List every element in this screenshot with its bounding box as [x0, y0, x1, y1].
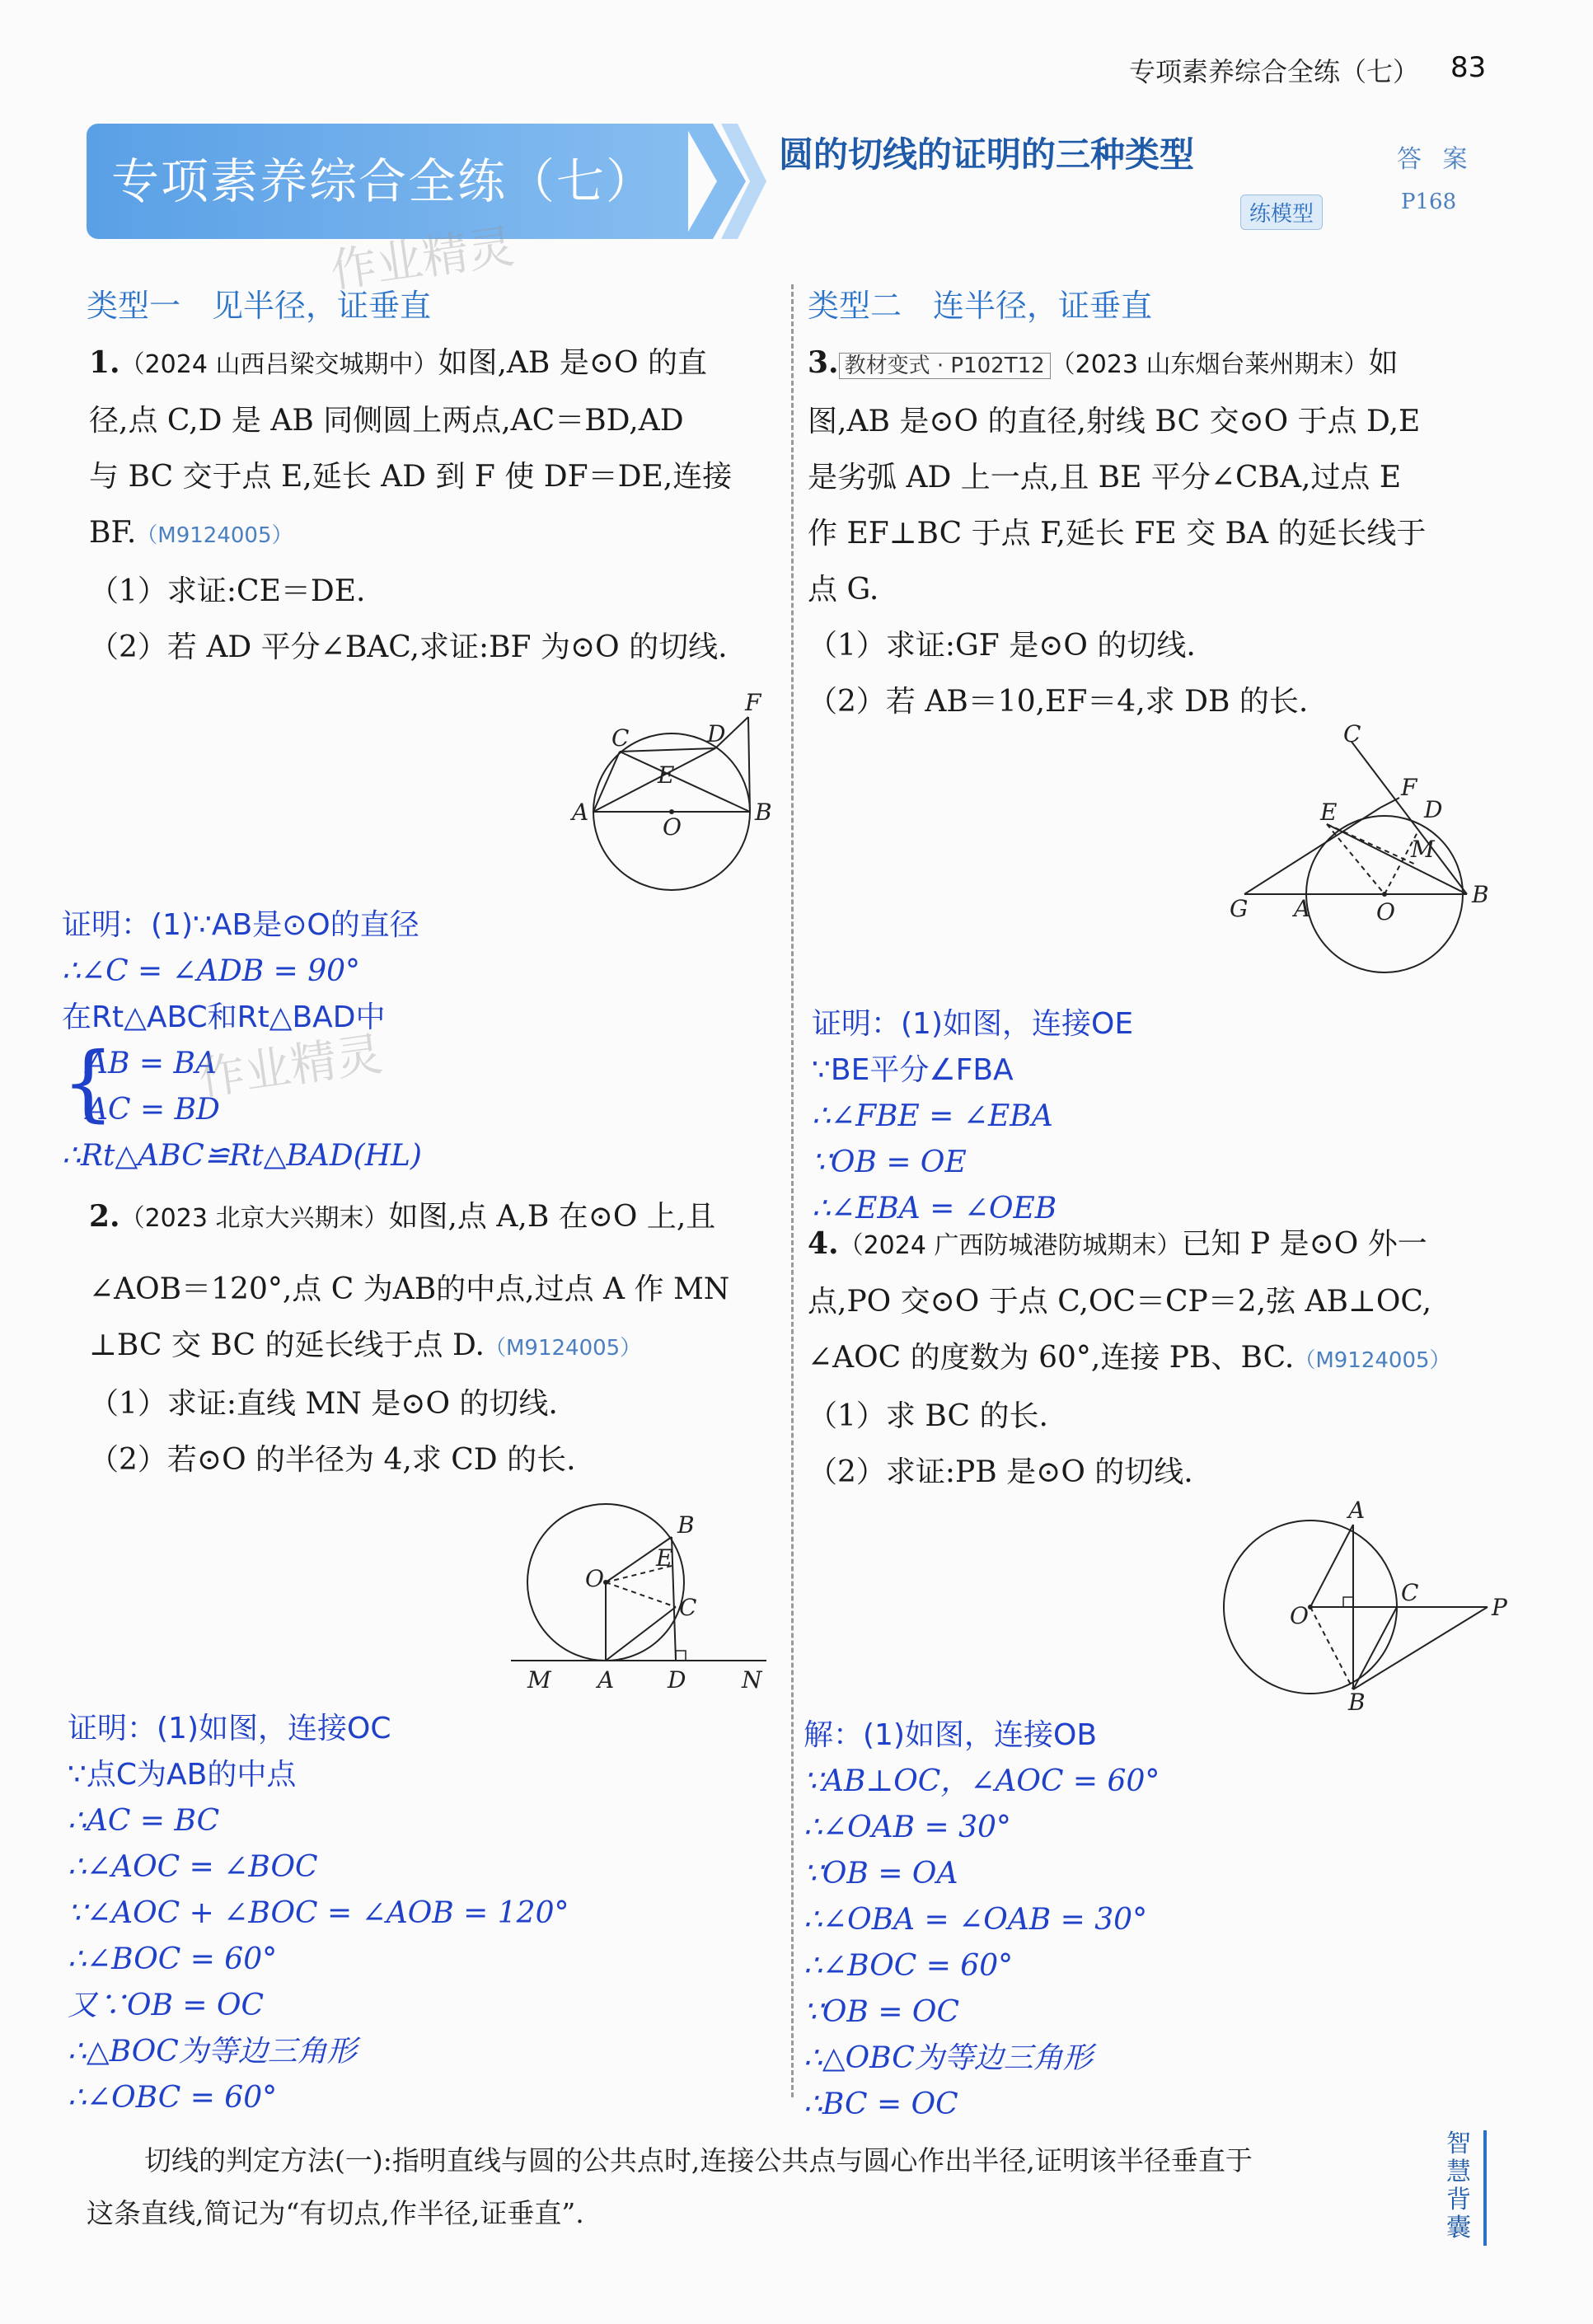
solution-line: ∴∠OBC = 60°	[68, 2081, 278, 2115]
question-1: （1）求 BC 的长.	[808, 1399, 1048, 1433]
figure-2	[503, 1492, 775, 1698]
label-M: M	[527, 1666, 551, 1694]
problem-text: 图,AB 是⊙O 的直径,射线 BC 交⊙O 于点 D,E	[808, 405, 1421, 438]
label-E: E	[1320, 799, 1338, 826]
problem-3	[808, 335, 1492, 730]
label-F: F	[1401, 774, 1417, 801]
problem-text: ∠AOC 的度数为 60°,连接 PB、BC.	[808, 1341, 1295, 1375]
solution-line: ∴AC = BC	[68, 1804, 220, 1838]
problem-2	[89, 1188, 773, 1488]
problem-code: （M9124005）	[136, 523, 293, 548]
solution-line: ∴∠OBA = ∠OAB = 30°	[804, 1903, 1148, 1937]
solution-4	[804, 1713, 1512, 2128]
textbook-tag: 教材变式 · P102T12	[839, 353, 1051, 379]
problem-text: ⊥BC 交 BC 的延长线于点 D.	[89, 1328, 485, 1362]
footer-line: 这条直线,简记为“有切点,作半径,证垂直”.	[87, 2197, 584, 2229]
problem-4	[808, 1216, 1492, 1501]
label-D: D	[1424, 796, 1443, 823]
solution-line: ∴△OBC为等边三角形	[804, 2041, 1093, 2075]
watermark: 作业精灵	[195, 1027, 387, 1107]
figure-1	[560, 684, 783, 890]
problem-number: 4.	[808, 1226, 839, 1261]
problem-code: （M9124005）	[1294, 1348, 1451, 1373]
solution-line: 解：(1)如图，连接OB	[804, 1718, 1098, 1752]
type2-heading: 类型二 连半径，证垂直	[808, 288, 1153, 324]
problem-number: 1.	[89, 345, 120, 380]
label-B: B	[1472, 881, 1489, 908]
solution-1: 证明：(1)∵AB是⊙O的直径 ∴∠C = ∠ADB = 90° 在Rt△ABC和Rt△BAD中 { AB = BA AC = BD ∴Rt△ABC≌Rt△BAD(HL)	[62, 902, 771, 1179]
label-B: B	[1348, 1689, 1366, 1716]
solution-line: ∵OB = OA	[804, 1857, 958, 1891]
solution-line: ∴∠BOC = 60°	[68, 1942, 278, 1976]
label-G: G	[1230, 895, 1249, 922]
question-2: （2）求证:PB 是⊙O 的切线.	[808, 1455, 1193, 1489]
watermark: 作业精灵	[327, 219, 518, 299]
chevron-decoration-icon	[684, 124, 766, 239]
solution-line: ∵BE平分∠FBA	[812, 1053, 1014, 1087]
label-A: A	[1348, 1497, 1366, 1524]
problem-text: ∠AOB＝120°,点 C 为AB的中点,过点 A 作 MN	[89, 1272, 730, 1306]
solution-line: ∵∠AOC + ∠BOC = ∠AOB = 120°	[68, 1896, 569, 1930]
question-2: （2）若 AB＝10,EF＝4,求 DB 的长.	[808, 685, 1309, 719]
problem-code: （M9124005）	[485, 1336, 642, 1361]
solution-line: ∴∠AOC = ∠BOC	[68, 1850, 318, 1884]
label-C: C	[1343, 720, 1361, 747]
problem-text: 点 G.	[808, 573, 879, 607]
label-F: F	[745, 689, 761, 716]
solution-line: ∵点C为AB的中点	[68, 1758, 297, 1792]
problem-number: 3.	[808, 345, 839, 380]
problem-text: 与 BC 交于点 E,延长 AD 到 F 使 DF＝DE,连接	[89, 460, 733, 494]
solution-line: 证明：(1)如图，连接OC	[68, 1712, 391, 1745]
label-D: D	[668, 1666, 686, 1694]
label-C: C	[611, 724, 630, 752]
question-1: （1）求证:直线 MN 是⊙O 的切线.	[89, 1387, 558, 1421]
label-O: O	[1376, 898, 1395, 925]
column-divider	[791, 284, 794, 2097]
solution-2	[68, 1706, 776, 2121]
problem-text: 如	[1368, 346, 1399, 380]
solution-line: ∴△BOC为等边三角形	[68, 2035, 357, 2069]
solution-3	[812, 1001, 1520, 1225]
solution-line: ∵OB = OE	[812, 1146, 967, 1179]
solution-line: ∴∠BOC = 60°	[804, 1949, 1014, 1983]
solution-line: 证明：(1)如图，连接OE	[812, 1007, 1134, 1041]
solution-line: AB = BA	[87, 1047, 217, 1080]
side-bar	[1483, 2130, 1487, 2246]
problem-text: 作 EF⊥BC 于点 F,延长 FE 交 BA 的延长线于	[808, 517, 1427, 551]
label-M: M	[1411, 836, 1435, 863]
problem-source: （2023 山东烟台莱州期末）	[1050, 350, 1369, 379]
label-A: A	[1294, 895, 1311, 922]
problem-1	[89, 335, 773, 676]
solution-line: 证明：(1)∵AB是⊙O的直径	[62, 908, 419, 942]
label-P: P	[1492, 1594, 1507, 1621]
question-1: （1）求证:GF 是⊙O 的切线.	[808, 629, 1196, 663]
answer-label: 答 案	[1397, 145, 1474, 174]
page-number: 83	[1450, 51, 1487, 84]
question-1: （1）求证:CE＝DE.	[89, 574, 366, 608]
problem-text: 如图,AB 是⊙O 的直	[438, 346, 707, 380]
problem-text: 径,点 C,D 是 AB 同侧圆上两点,AC＝BD,AD	[89, 404, 684, 438]
label-A: A	[572, 799, 589, 826]
solution-line: ∴∠EBA = ∠OEB	[812, 1192, 1057, 1225]
problem-number: 2.	[89, 1199, 120, 1234]
solution-line: 在Rt△ABC和Rt△BAD中	[62, 1000, 386, 1034]
label-O: O	[663, 813, 682, 841]
solution-line: ∴BC = OC	[804, 2087, 958, 2121]
label-C: C	[679, 1594, 697, 1621]
question-2: （2）若⊙O 的半径为 4,求 CD 的长.	[89, 1443, 576, 1477]
label-C: C	[1401, 1579, 1419, 1606]
banner-title: 专项素养综合全练（七）	[87, 124, 688, 239]
question-2: （2）若 AD 平分∠BAC,求证:BF 为⊙O 的切线.	[89, 630, 728, 664]
problem-text: 是劣弧 AD 上一点,且 BE 平分∠CBA,过点 E	[808, 461, 1402, 494]
label-N: N	[742, 1666, 762, 1694]
running-title: 专项素养综合全练（七）	[1129, 56, 1420, 87]
type1-heading: 类型一 见半径，证垂直	[87, 288, 432, 324]
problem-source: （2024 广西防城港防城期末）	[838, 1231, 1182, 1260]
answer-page: P168	[1401, 190, 1457, 214]
footer-note	[87, 2134, 1405, 2240]
label-E: E	[656, 1544, 673, 1572]
solution-line: 又∵OB = OC	[68, 1989, 265, 2022]
label-B: B	[677, 1511, 695, 1539]
solution-line: ∵AB⊥OC，∠AOC = 60°	[804, 1764, 1160, 1798]
solution-line: ∴∠OAB = 30°	[804, 1811, 1011, 1844]
solution-line: ∴∠C = ∠ADB = 90°	[62, 954, 361, 988]
side-label: 智慧背囊	[1446, 2130, 1471, 2242]
label-O: O	[585, 1565, 604, 1592]
label-O: O	[1290, 1602, 1309, 1629]
label-B: B	[755, 799, 772, 826]
solution-line: ∵OB = OC	[804, 1995, 959, 2029]
label-D: D	[707, 720, 726, 747]
figure-4	[1203, 1497, 1507, 1716]
label-E: E	[658, 761, 675, 789]
problem-text: 点,PO 交⊙O 于点 C,OC＝CP＝2,弦 AB⊥OC,	[808, 1285, 1432, 1319]
solution-line: AC = BD	[87, 1093, 220, 1127]
footer-line: 切线的判定方法(一):指明直线与圆的公共点时,连接公共点与圆心作出半径,证明该半径垂直于	[144, 2144, 1253, 2176]
solution-line: ∴Rt△ABC≌Rt△BAD(HL)	[62, 1139, 422, 1173]
solution-line: ∴∠FBE = ∠EBA	[812, 1099, 1053, 1133]
problem-source: （2024 山西吕梁交城期中）	[119, 350, 438, 379]
section-subtitle: 圆的切线的证明的三种类型	[779, 134, 1195, 175]
problem-text: 已知 P 是⊙O 外一	[1181, 1227, 1427, 1261]
practice-badge: 练模型	[1240, 194, 1323, 230]
label-A: A	[597, 1666, 615, 1694]
problem-source: （2023 北京大兴期末）	[119, 1204, 389, 1233]
problem-text: 如图,点 A,B 在⊙O 上,且	[388, 1200, 716, 1234]
figure-3	[1228, 720, 1500, 981]
problem-text: BF.	[89, 516, 137, 550]
